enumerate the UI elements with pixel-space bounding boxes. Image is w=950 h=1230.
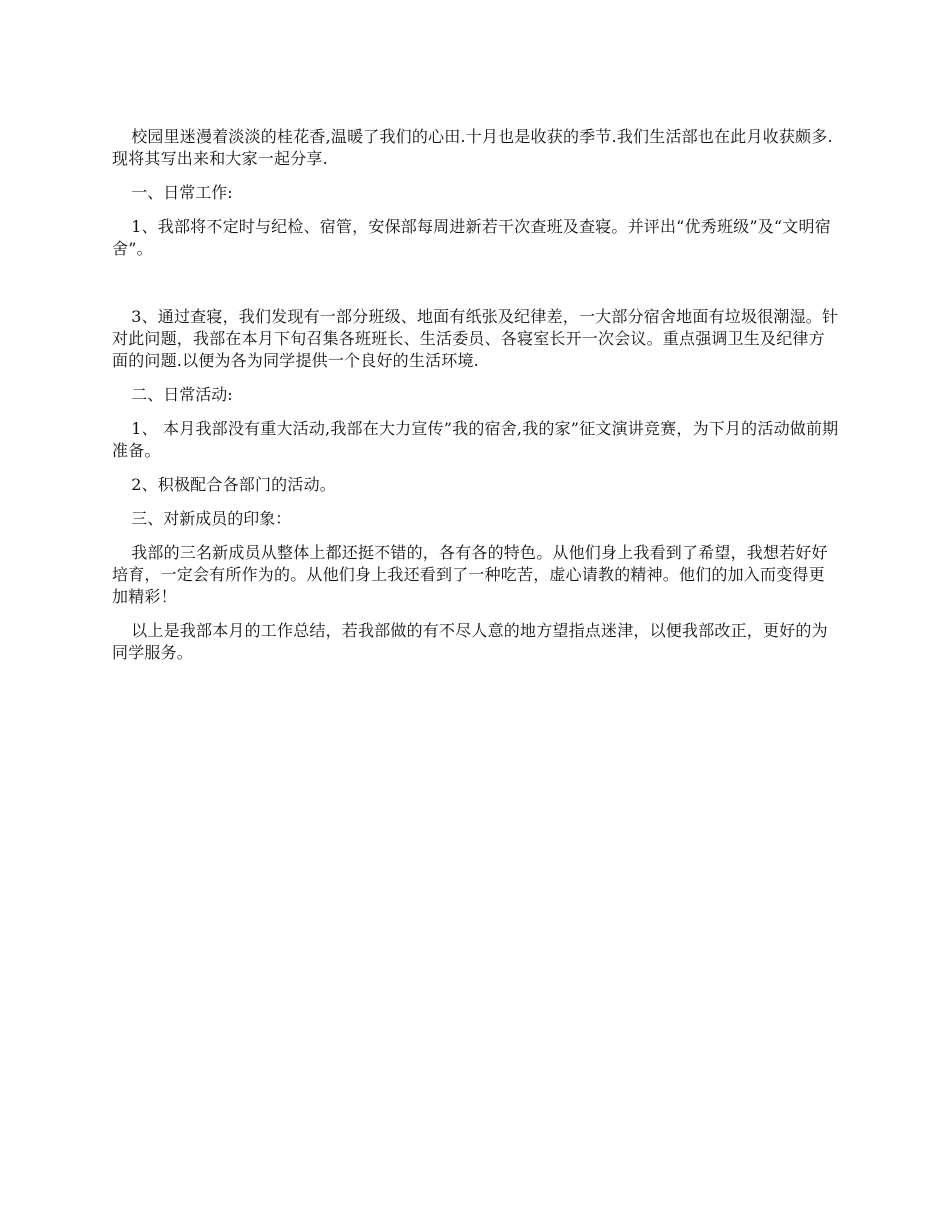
section-heading-new-members: 三、对新成员的印象： [131,509,292,528]
daily-work-item-1: 1、我部将不定时与纪检、宿管，安保部每周进新若干次查班及查寝。并评出“优秀班级”及“文明宿舍”。 [112,217,831,258]
document-page [112,126,840,676]
daily-activities-item-2: 2、积极配合各部门的活动。 [131,475,336,494]
section-heading-daily-work: 一、日常工作: [131,183,233,202]
new-members-paragraph: 我部的三名新成员从整体上都还挺不错的，各有各的特色。从他们身上我看到了希望，我想若好好培育，一定会有所作为的。从他们身上我还看到了一种吃苦，虚心请教的精神。他们的加入而变得更加精彩！ [112,543,828,606]
daily-activities-item-1: 1、 本月我部没有重大活动,我部在大力宣传”我的宿舍,我的家”征文演讲竞赛，为下月的活动做前期准备。 [112,419,839,460]
daily-work-item-3: 3、通过查寝，我们发现有一部分班级、地面有纸张及纪律差，一大部分宿舍地面有垃圾很潮湿。针对此问题，我部在本月下旬召集各班班长、生活委员、各寝室长开一次会议。重点强调卫生及纪律方面的问题.以便为各为同学提供一个良好的生活环境. [112,307,839,370]
intro-paragraph: 校园里迷漫着淡淡的桂花香,温暖了我们的心田.十月也是收获的季节.我们生活部也在此月收获颇多.现将其写出来和大家一起分享. [112,127,833,168]
blank-gap [112,272,840,306]
section-heading-daily-activities: 二、日常活动: [131,385,233,404]
closing-paragraph: 以上是我部本月的工作总结，若我部做的有不尽人意的地方望指点迷津，以便我部改正，更好的为同学服务。 [112,621,828,662]
